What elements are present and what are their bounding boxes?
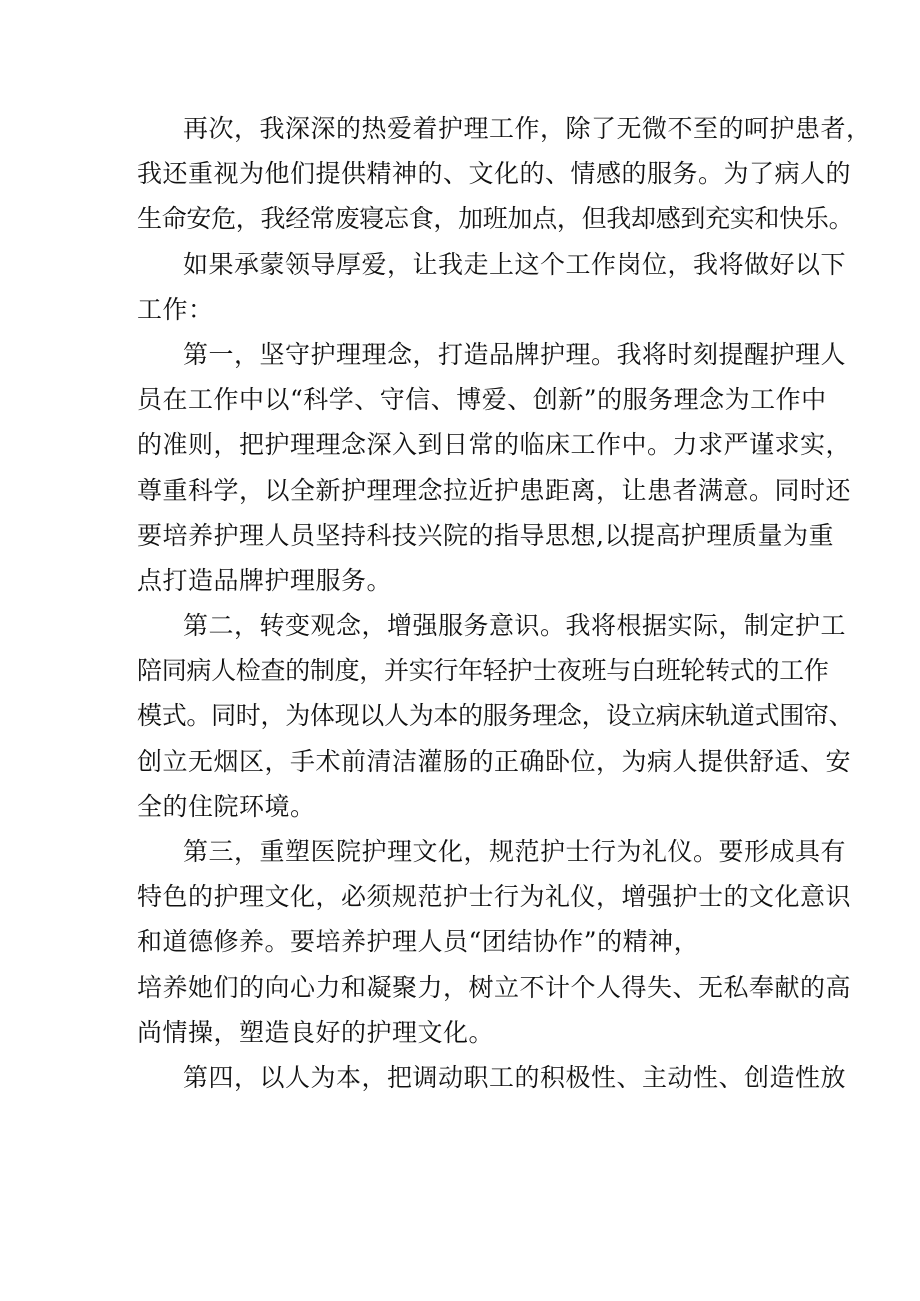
text-line: 模式。同时，为体现以人为本的服务理念，设立病床轨道式围帘、 bbox=[137, 701, 854, 731]
text-line: 尚情操，塑造良好的护理文化。 bbox=[137, 1017, 495, 1047]
text-line: 陪同病人检查的制度，并实行年轻护士夜班与白班轮转式的工作 bbox=[137, 656, 829, 686]
text-line: 工作： bbox=[137, 294, 214, 324]
text-line: 第一，坚守护理理念，打造品牌护理。我将时刻提醒护理人 bbox=[183, 339, 847, 369]
text-line: 再次，我深深的热爱着护理工作，除了无微不至的呵护患者， bbox=[183, 114, 872, 143]
text-line: 员在工作中以“科学、守信、博爱、创新”的服务理念为工作中 bbox=[137, 385, 827, 415]
document-body bbox=[137, 106, 872, 1100]
text-line: 点打造品牌护理服务。 bbox=[137, 565, 393, 595]
text-line: 全的住院环境。 bbox=[137, 791, 316, 821]
text-line: 要培养护理人员坚持科技兴院的指导思想,以提高护理质量为重 bbox=[137, 520, 834, 550]
text-line: 和道德修养。要培养护理人员“团结协作”的精神， bbox=[137, 927, 700, 957]
text-line: 创立无烟区，手术前清洁灌肠的正确卧位，为病人提供舒适、安 bbox=[137, 746, 852, 776]
text-line: 第二，转变观念，增强服务意识。我将根据实际，制定护工 bbox=[183, 611, 847, 641]
text-line: 第三，重塑医院护理文化，规范护士行为礼仪。要形成具有 bbox=[183, 837, 847, 866]
text-line: 第四，以人为本，把调动职工的积极性、主动性、创造性放 bbox=[183, 1062, 847, 1092]
text-line: 培养她们的向心力和凝聚力，树立不计个人得失、无私奉献的高 bbox=[137, 972, 852, 1002]
text-line: 我还重视为他们提供精神的、文化的、情感的服务。为了病人的 bbox=[137, 159, 852, 189]
text-line: 的准则，把护理理念深入到日常的临床工作中。力求严谨求实， bbox=[137, 430, 852, 460]
text-line: 生命安危，我经常废寝忘食，加班加点，但我却感到充实和快乐。 bbox=[137, 204, 854, 234]
text-line: 如果承蒙领导厚爱，让我走上这个工作岗位，我将做好以下 bbox=[183, 249, 847, 279]
text-line: 尊重科学，以全新护理理念拉近护患距离，让患者满意。同时还 bbox=[137, 475, 852, 505]
text-line: 特色的护理文化，必须规范护士行为礼仪，增强护士的文化意识 bbox=[137, 882, 852, 912]
